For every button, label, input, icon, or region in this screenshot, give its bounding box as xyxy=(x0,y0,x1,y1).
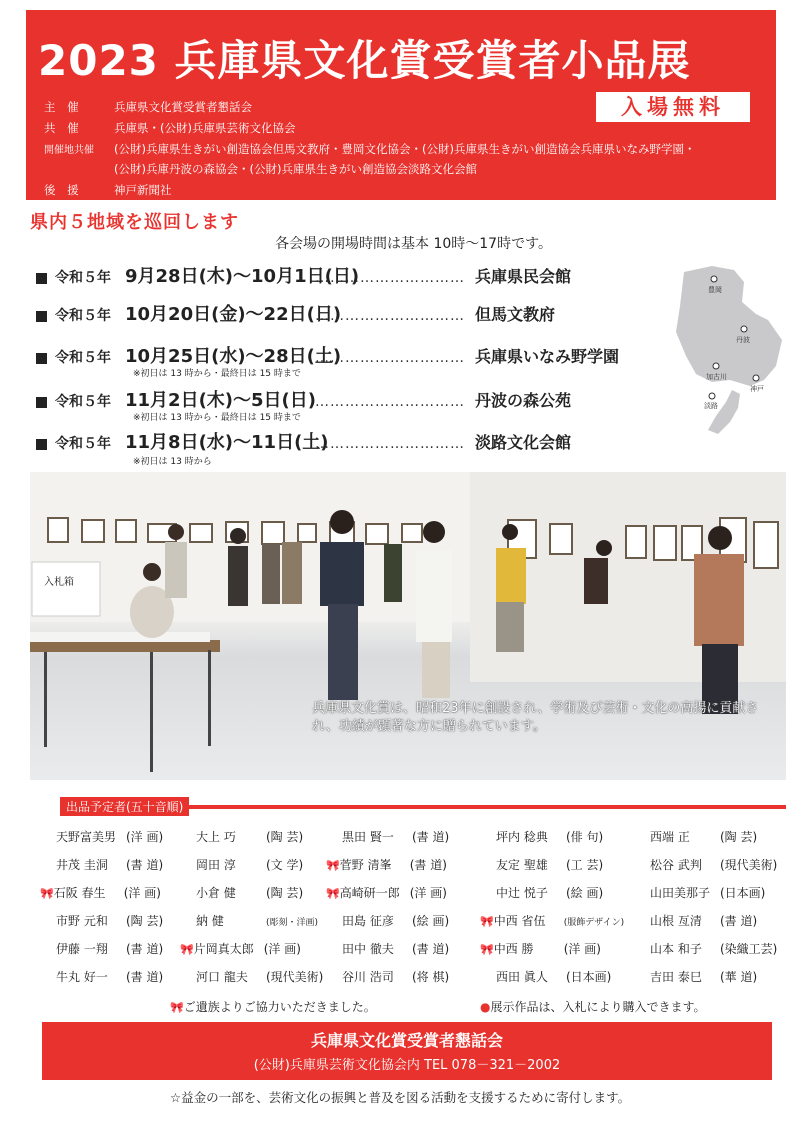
exhibitor-entry xyxy=(56,828,163,845)
exhibitor-entry xyxy=(196,828,303,845)
exhibitor-name: 伊藤 一翔 xyxy=(56,942,108,956)
tour-heading: 県内５地域を巡回します xyxy=(30,212,239,233)
exhibitor-field: (俳 句) xyxy=(566,830,604,844)
session-era: 令和５年 xyxy=(55,270,111,286)
exhibitor-field: (書 道) xyxy=(126,942,164,956)
exhibitor-name: 小倉 健 xyxy=(196,886,236,900)
session-row xyxy=(36,386,571,412)
exhibitor-name: 高崎研一郎 xyxy=(339,886,400,900)
session-dates: 9月28日(木)～10月1日(日) xyxy=(125,266,360,287)
exhibitor-entry xyxy=(480,912,624,929)
acknowledgement-note xyxy=(170,998,376,1015)
exhibitor-field: (将 棋) xyxy=(412,970,450,984)
exhibitor-field: (彫刻・洋画) xyxy=(266,918,319,928)
exhibitor-name: 片岡真太郎 xyxy=(193,942,254,956)
leader-dots: ………………………… xyxy=(315,394,465,410)
exhibitor-name: 中辻 悦子 xyxy=(496,886,548,900)
leader-dots: ………………………… xyxy=(315,350,465,366)
city-label: 丹波 xyxy=(736,336,750,344)
session-era: 令和５年 xyxy=(55,308,111,324)
exhibitor-field: (陶 芸) xyxy=(126,914,164,928)
section-divider xyxy=(160,805,786,809)
bullet-dot-icon: ● xyxy=(480,1000,491,1014)
free-admission-badge: 入場無料 xyxy=(596,92,750,122)
exhibitor-field: (洋 画) xyxy=(123,886,161,900)
organizer-label: 開催地共催 xyxy=(44,145,94,156)
exhibitor-field: (書 道) xyxy=(409,858,447,872)
exhibitor-name: 岡田 淳 xyxy=(196,858,236,872)
exhibitor-name: 山本 和子 xyxy=(650,942,702,956)
exhibitor-field: (書 道) xyxy=(126,970,164,984)
session-venue: 但馬文教府 xyxy=(475,305,556,324)
session-venue: 丹波の森公苑 xyxy=(475,391,572,410)
acknowledgement-text: ご遺族よりご協力いただきました。 xyxy=(183,1000,376,1014)
exhibitor-entry xyxy=(196,912,318,929)
exhibitor-name: 中西 勝 xyxy=(493,942,534,956)
exhibitor-entry xyxy=(56,912,163,929)
city-marker-icon xyxy=(711,276,717,282)
session-venue: 兵庫県いなみ野学園 xyxy=(475,347,620,366)
exhibitor-entry xyxy=(196,968,323,985)
ribbon-icon: 🎀 xyxy=(480,915,494,928)
exhibitor-field: (陶 芸) xyxy=(720,830,758,844)
donation-note: ☆益金の一部を、芸術文化の振興と普及を図る活動を支援するために寄付します。 xyxy=(169,1090,631,1105)
exhibitor-entry xyxy=(496,968,611,985)
exhibitor-name: 中西 省伍 xyxy=(493,914,546,928)
exhibitor-entry xyxy=(196,856,303,873)
session-dates: 10月25日(水)～28日(土) xyxy=(125,346,342,367)
ribbon-icon: 🎀 xyxy=(480,943,494,956)
exhibitor-entry xyxy=(196,884,303,901)
exhibitor-entry xyxy=(56,940,163,957)
footer-org-name: 兵庫県文化賞受賞者懇話会 xyxy=(310,1031,503,1050)
exhibitor-entry xyxy=(56,856,163,873)
session-row xyxy=(36,262,571,288)
exhibitor-name: 山田美那子 xyxy=(650,886,711,900)
city-label: 加古川 xyxy=(706,373,727,381)
exhibitor-field: (洋 画) xyxy=(263,942,301,956)
exhibitor-entry xyxy=(650,828,757,845)
exhibitor-field: (書 道) xyxy=(720,914,758,928)
organizer-label: 共 催 xyxy=(44,121,83,135)
bullet-square-icon xyxy=(36,353,47,364)
session-dates: 10月20日(金)～22日(日) xyxy=(125,304,342,325)
ribbon-icon: 🎀 xyxy=(40,887,54,900)
page-title: 2023 兵庫県文化賞受賞者小品展 xyxy=(38,36,691,85)
exhibitor-field: (華 道) xyxy=(720,970,758,984)
city-marker-icon xyxy=(713,363,719,369)
session-row xyxy=(36,342,619,368)
exhibitor-entry xyxy=(342,828,449,845)
session-era: 令和５年 xyxy=(55,394,111,410)
exhibitor-field: (服飾デザイン) xyxy=(563,918,625,928)
bullet-square-icon xyxy=(36,311,47,322)
exhibitor-field: (染織工芸) xyxy=(720,942,778,956)
organizer-label: 主 催 xyxy=(44,100,83,114)
exhibitor-name: 市野 元和 xyxy=(56,914,108,928)
session-dates: 11月8日(水)～11日(土) xyxy=(125,432,329,453)
exhibitor-entry xyxy=(650,856,777,873)
session-venue: 淡路文化会館 xyxy=(475,433,572,452)
exhibitor-name: 田中 徹夫 xyxy=(342,942,394,956)
ribbon-icon: 🎀 xyxy=(180,943,194,956)
exhibitor-field: (現代美術) xyxy=(720,858,778,872)
organizer-value: 兵庫県文化賞受賞者懇話会 xyxy=(114,100,252,114)
exhibitor-field: (書 道) xyxy=(412,942,450,956)
exhibitor-field: (絵 画) xyxy=(566,886,604,900)
exhibitor-name: 石阪 春生 xyxy=(53,886,106,900)
exhibitor-field: (現代美術) xyxy=(266,970,324,984)
exhibitor-entry xyxy=(180,940,301,957)
session-note: ※初日は 13 時から・最終日は 15 時まで xyxy=(133,369,301,379)
exhibitor-field: (洋 画) xyxy=(126,830,164,844)
bid-note xyxy=(480,998,706,1015)
city-marker-icon xyxy=(753,375,759,381)
exhibitor-name: 坪内 稔典 xyxy=(496,830,548,844)
exhibitor-field: (書 道) xyxy=(126,858,164,872)
exhibitor-field: (書 道) xyxy=(412,830,450,844)
exhibitor-entry xyxy=(326,884,447,901)
exhibitor-field: (日本画) xyxy=(720,886,766,900)
exhibitor-name: 黒田 賢一 xyxy=(342,830,394,844)
exhibitor-entry xyxy=(480,940,601,957)
exhibitor-entry xyxy=(342,912,449,929)
hyogo-map xyxy=(672,262,790,442)
exhibitor-entry xyxy=(650,940,777,957)
session-note: ※初日は 13 時から・最終日は 15 時まで xyxy=(133,413,301,423)
organizer-value: (公財)兵庫丹波の森協会・(公財)兵庫県生きがい創造協会淡路文化会館 xyxy=(114,162,477,176)
exhibitor-name: 井茂 圭洞 xyxy=(56,858,108,872)
photo-caption: 兵庫県文化賞は、昭和23年に創設され、学術及び芸術・文化の高揚に貢献され、功績が顕著な方に贈られています。 xyxy=(312,701,759,734)
hyogo-mainland-shape xyxy=(676,266,782,386)
exhibitor-name: 天野富美男 xyxy=(56,830,117,844)
exhibitor-field: (工 芸) xyxy=(566,858,604,872)
exhibitor-name: 河口 龍夫 xyxy=(196,970,248,984)
session-era: 令和５年 xyxy=(55,350,111,366)
city-label: 淡路 xyxy=(704,402,718,410)
exhibitor-name: 牛丸 好一 xyxy=(56,970,108,984)
exhibitor-entry xyxy=(496,856,603,873)
bid-box-sign: 入札箱 xyxy=(44,577,74,588)
sponsor-row xyxy=(44,182,172,198)
session-row xyxy=(36,300,555,326)
organizer-value: 兵庫県・(公財)兵庫県芸術文化協会 xyxy=(114,121,296,135)
ribbon-icon: 🎀 xyxy=(326,859,340,872)
exhibitor-name: 田島 征彦 xyxy=(342,914,394,928)
session-era: 令和５年 xyxy=(55,436,111,452)
exhibitor-name: 山根 亙清 xyxy=(650,914,702,928)
exhibitor-field: (洋 画) xyxy=(563,942,601,956)
leader-dots: ………………………… xyxy=(315,270,465,286)
exhibitor-field: (洋 画) xyxy=(409,886,447,900)
bullet-square-icon xyxy=(36,397,47,408)
exhibitor-name: 菅野 清峯 xyxy=(339,858,392,872)
exhibitor-entry xyxy=(326,856,447,873)
bid-note-text: 展示作品は、入札により購入できます。 xyxy=(490,1000,706,1014)
session-dates: 11月2日(木)～5日(日) xyxy=(125,390,317,411)
organizer-value: 神戸新聞社 xyxy=(114,183,172,197)
organizer-value: (公財)兵庫県生きがい創造協会但馬文教府・豊岡文化協会・(公財)兵庫県生きがい創造協会兵庫県いなみ野学園・ xyxy=(114,142,696,156)
exhibitor-name: 大上 巧 xyxy=(196,830,236,844)
exhibitor-entry xyxy=(342,968,449,985)
exhibitor-entry xyxy=(650,884,765,901)
exhibitor-name: 友定 聖雄 xyxy=(496,858,548,872)
exhibitor-name: 西田 眞人 xyxy=(496,970,548,984)
opening-hours: 各会場の開場時間は基本 10時～17時です。 xyxy=(275,236,552,252)
exhibitor-name: 納 健 xyxy=(196,914,224,928)
exhibitor-name: 吉田 泰巳 xyxy=(650,970,702,984)
bullet-square-icon xyxy=(36,273,47,284)
city-marker-icon xyxy=(709,393,715,399)
ribbon-icon: 🎀 xyxy=(170,1001,184,1014)
exhibitor-entry xyxy=(650,912,757,929)
session-row xyxy=(36,428,571,454)
exhibitor-entry xyxy=(650,968,757,985)
exhibitor-name: 谷川 浩司 xyxy=(342,970,394,984)
exhibitors-heading: 出品予定者(五十音順) xyxy=(60,797,189,816)
venue-cohost-row xyxy=(44,141,695,157)
leader-dots: ………………………… xyxy=(315,308,465,324)
city-marker-icon xyxy=(741,326,747,332)
organizer-label: 後 援 xyxy=(44,183,83,197)
exhibitor-field: (絵 画) xyxy=(412,914,450,928)
ribbon-icon: 🎀 xyxy=(326,887,340,900)
session-venue: 兵庫県民会館 xyxy=(475,267,572,286)
organizer-row xyxy=(44,99,252,115)
leader-dots: ………………………… xyxy=(315,436,465,452)
city-label: 豊岡 xyxy=(708,286,722,294)
exhibitor-entry xyxy=(342,940,449,957)
exhibitor-name: 西端 正 xyxy=(650,830,690,844)
footer-contact: (公財)兵庫県芸術文化協会内 TEL 078－321－2002 xyxy=(253,1058,561,1073)
exhibitor-field: (文 学) xyxy=(266,858,304,872)
exhibitor-field: (陶 芸) xyxy=(266,830,304,844)
session-note: ※初日は 13 時から xyxy=(133,457,212,467)
exhibitor-name: 松谷 武判 xyxy=(650,858,702,872)
exhibitor-entry xyxy=(56,968,163,985)
bullet-square-icon xyxy=(36,439,47,450)
exhibitor-entry xyxy=(496,828,603,845)
venue-cohost-row-cont xyxy=(44,161,477,177)
exhibitor-field: (日本画) xyxy=(566,970,612,984)
exhibitor-entry xyxy=(40,884,161,901)
city-label: 神戸 xyxy=(750,385,764,393)
co-organizer-row xyxy=(44,120,295,136)
exhibitor-field: (陶 芸) xyxy=(266,886,304,900)
exhibitor-entry xyxy=(496,884,603,901)
